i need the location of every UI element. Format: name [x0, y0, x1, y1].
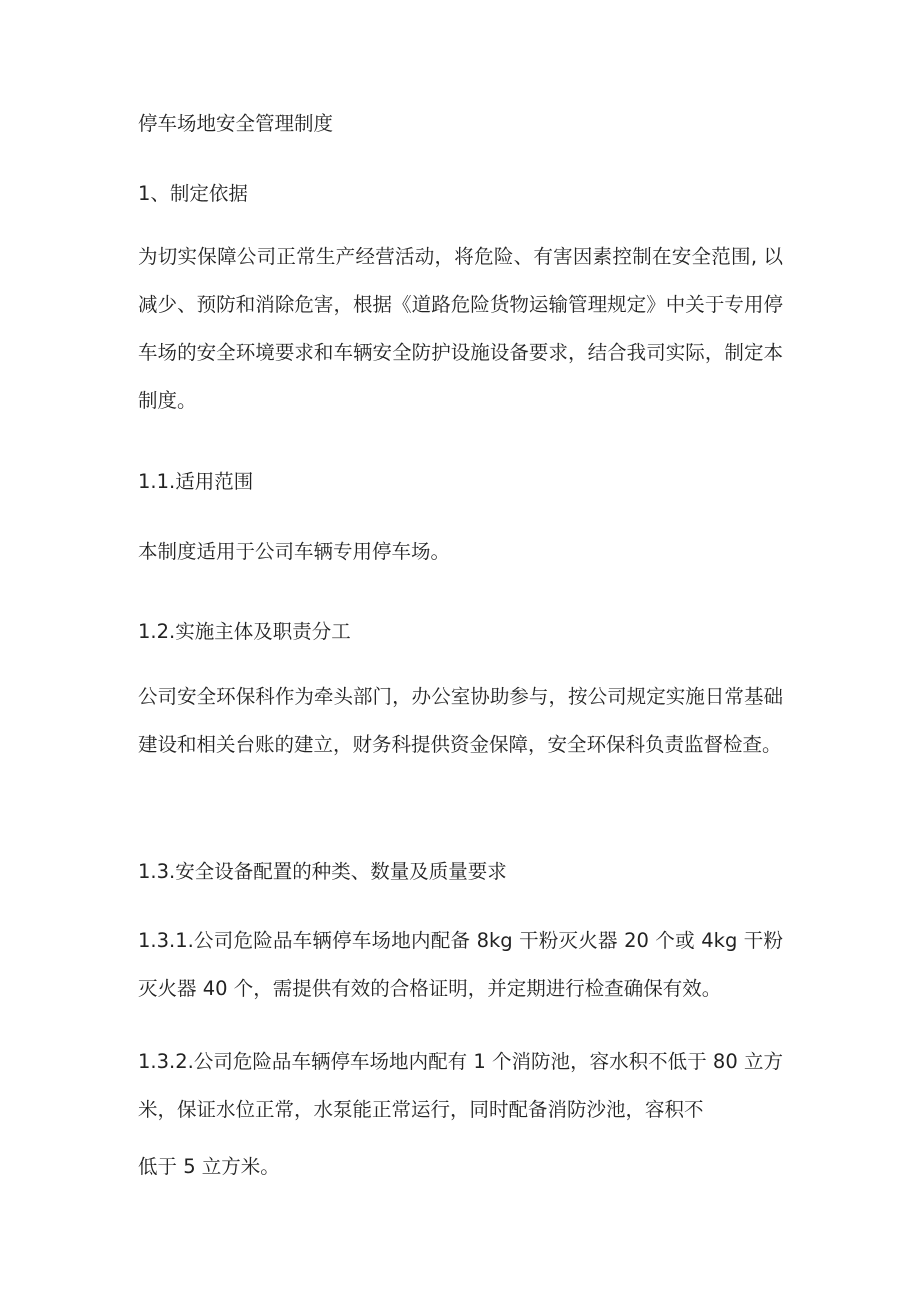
section-1-2-heading: 1.2.实施主体及职责分工	[138, 620, 351, 643]
section-1-heading: 1、制定依据	[138, 182, 248, 205]
section-1-1-body: 本制度适用于公司车辆专用停车场。	[138, 540, 451, 563]
section-1-1-heading: 1.1.适用范围	[138, 470, 254, 493]
section-1-3-1-item: 1.3.1.公司危险品车辆停车场地内配备 8kg 干粉灭火器 20 个或 4kg 干粉灭火器 40 个，需提供有效的合格证明，并定期进行检查确保有效。	[138, 929, 783, 1000]
section-1-body: 为切实保障公司正常生产经营活动，将危险、有害因素控制在安全范围, 以减少、预防和消除危害，根据《道路危险货物运输管理规定》中关于专用停车场的安全环境要求和车辆安全防护设施设备要求，结合我司实际，制定本制度。	[138, 245, 783, 412]
section-1-3-heading: 1.3.安全设备配置的种类、数量及质量要求	[138, 860, 507, 883]
document-title: 停车场地安全管理制度	[138, 112, 334, 135]
section-1-3-2-item-continuation: 低于 5 立方米。	[138, 1155, 280, 1178]
section-1-3-2-item: 1.3.2.公司危险品车辆停车场地内配有 1 个消防池，容水积不低于 80 立方米，保证水位正常，水泵能正常运行，同时配备消防沙池，容积不	[138, 1050, 783, 1121]
section-1-2-body: 公司安全环保科作为牵头部门，办公室协助参与，按公司规定实施日常基础建设和相关台账的建立，财务科提供资金保障，安全环保科负责监督检查。	[138, 685, 783, 756]
